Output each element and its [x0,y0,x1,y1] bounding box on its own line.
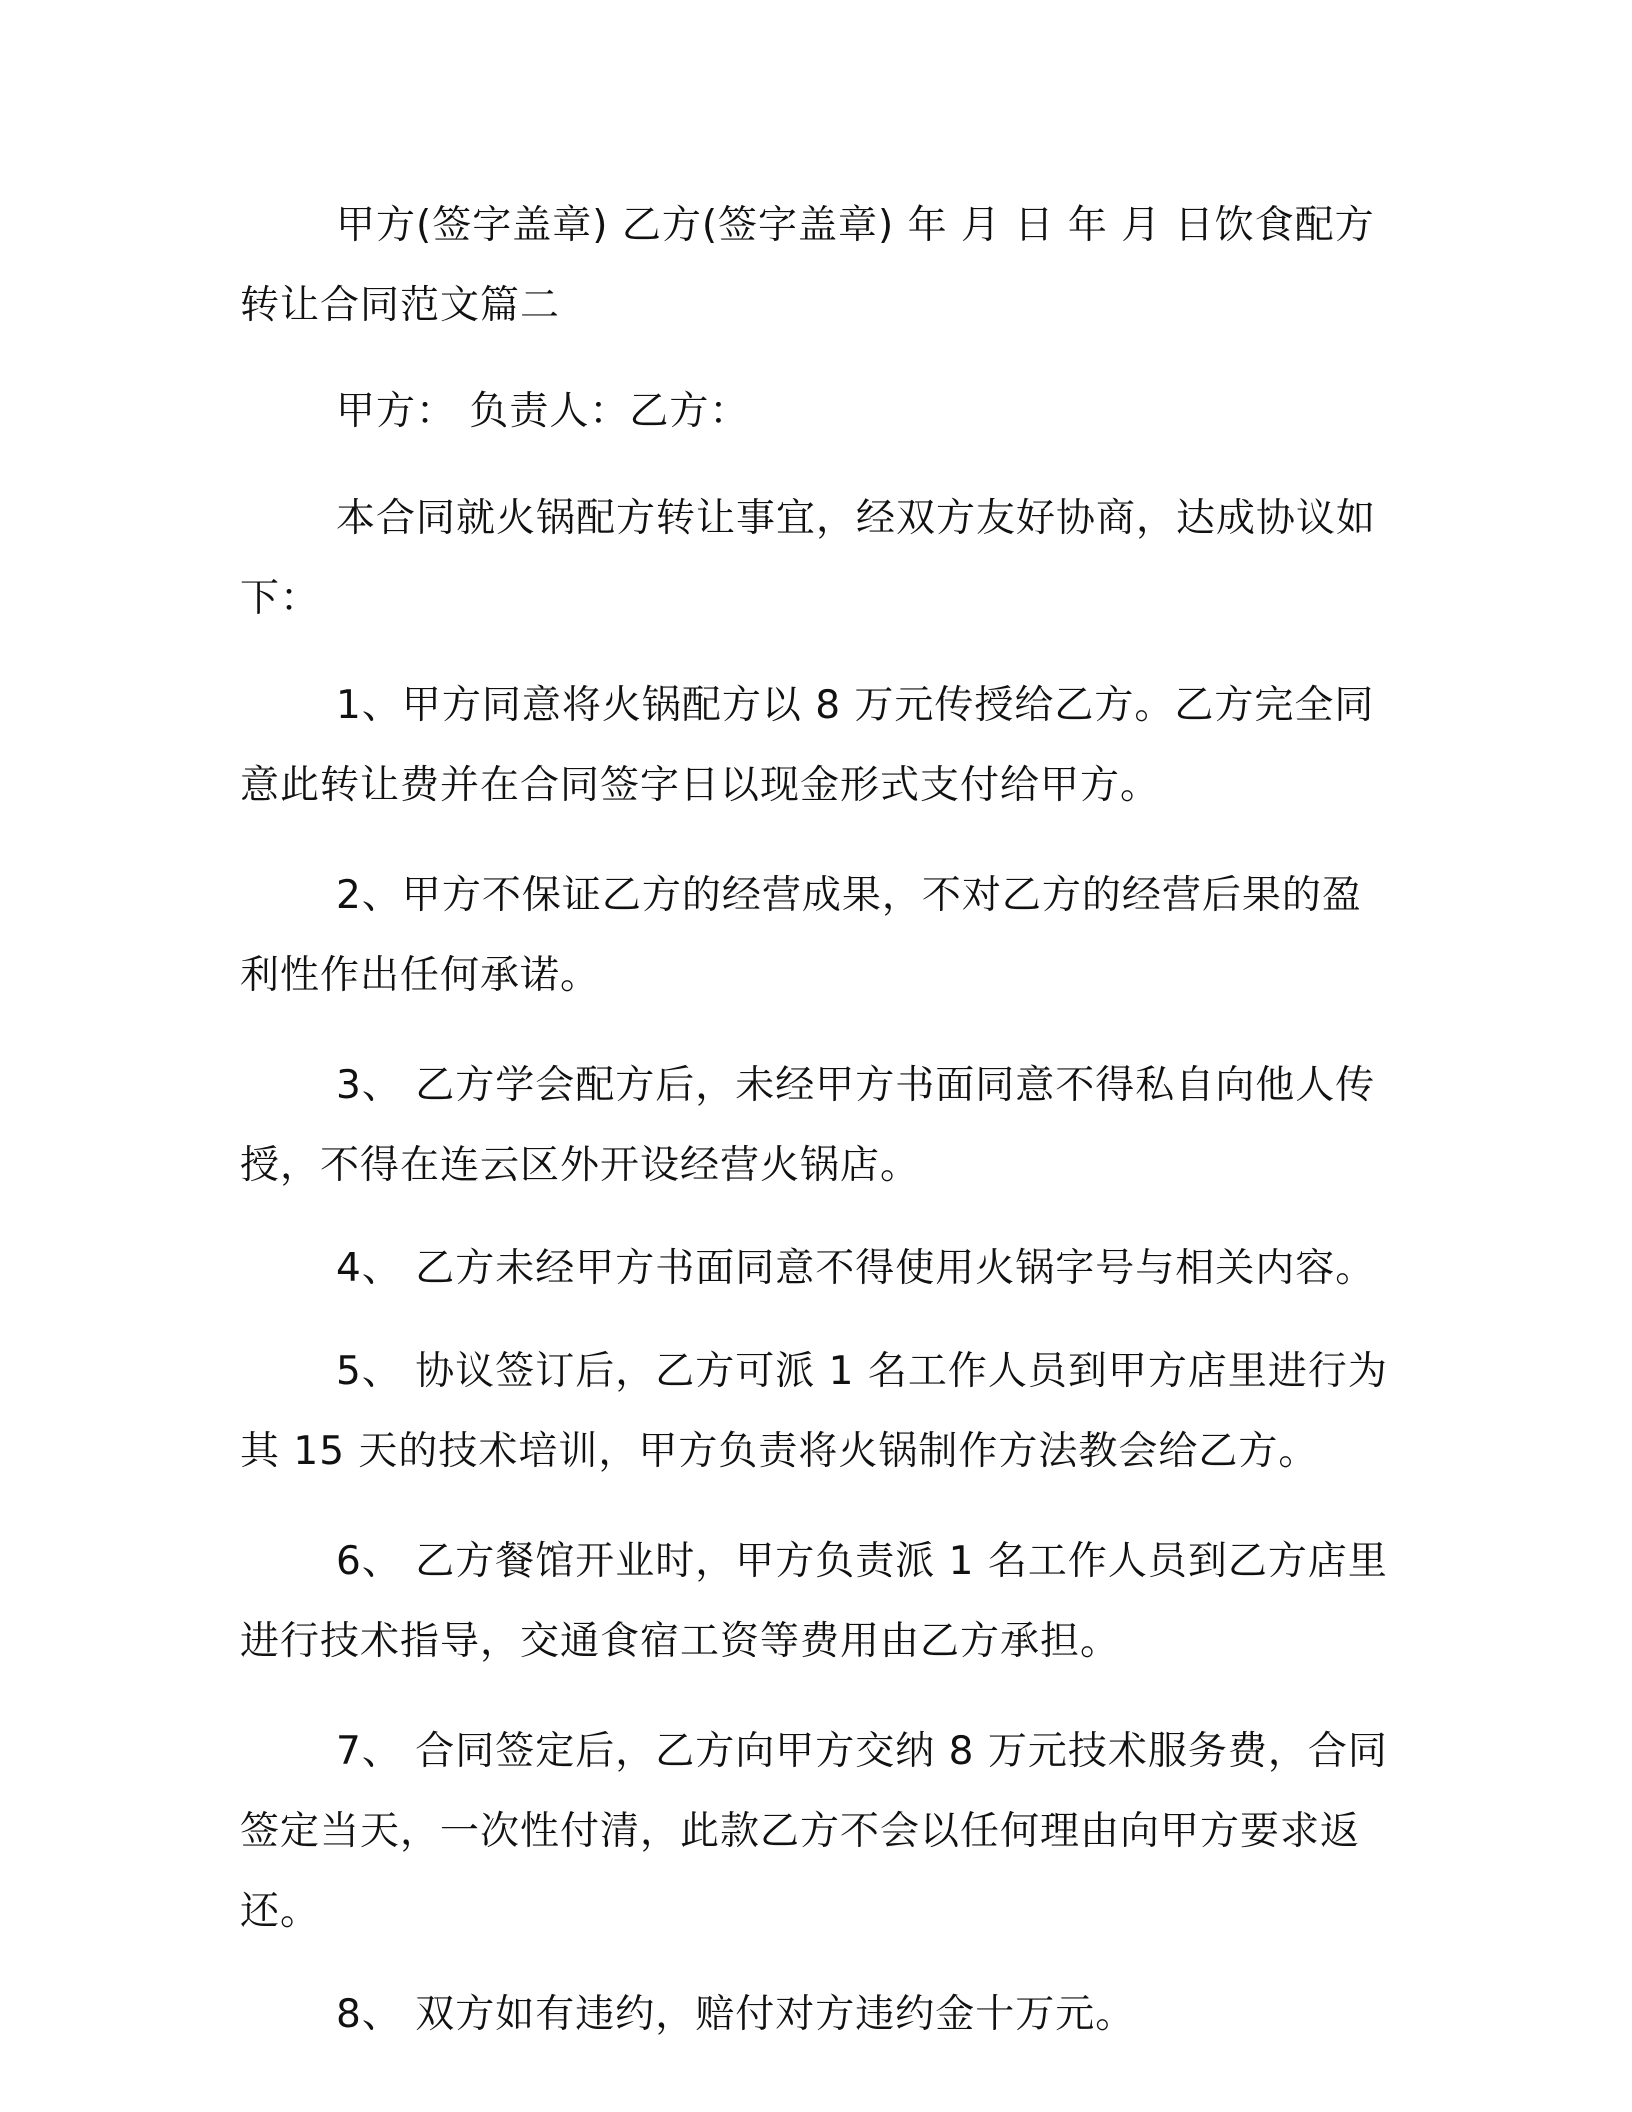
clause-1: 1、甲方同意将火锅配方以 8 万元传授给乙方。乙方完全同意此转让费并在合同签字日以现金形式支付给甲方。 [240,683,1375,808]
title-paragraph: 甲方(签字盖章) 乙方(签字盖章) 年 月 日 年 月 日饮食配方转让合同范文篇二 [240,203,1375,328]
clause-8: 8、 双方如有违约，赔付对方违约金十万元。 [336,1992,1136,2037]
parties-paragraph: 甲方： 负责人：乙方： [336,389,750,434]
clause-5: 5、 协议签订后，乙方可派 1 名工作人员到甲方店里进行为其 15 天的技术培训，甲方负责将火锅制作方法教会给乙方。 [240,1349,1388,1474]
intro-paragraph: 本合同就火锅配方转让事宜，经双方友好协商，达成协议如下： [240,496,1377,621]
clause-6: 6、 乙方餐馆开业时，甲方负责派 1 名工作人员到乙方店里进行技术指导，交通食宿工资等费用由乙方承担。 [240,1539,1388,1664]
clause-7: 7、 合同签定后，乙方向甲方交纳 8 万元技术服务费，合同签定当天，一次性付清，此款乙方不会以任何理由向甲方要求返还。 [240,1729,1388,1934]
clause-3: 3、 乙方学会配方后，未经甲方书面同意不得私自向他人传授，不得在连云区外开设经营火锅店。 [240,1063,1376,1188]
document-page [240,186,1398,2055]
clause-4: 4、 乙方未经甲方书面同意不得使用火锅字号与相关内容。 [336,1246,1376,1291]
clause-2: 2、甲方不保证乙方的经营成果，不对乙方的经营后果的盈利性作出任何承诺。 [240,873,1362,998]
